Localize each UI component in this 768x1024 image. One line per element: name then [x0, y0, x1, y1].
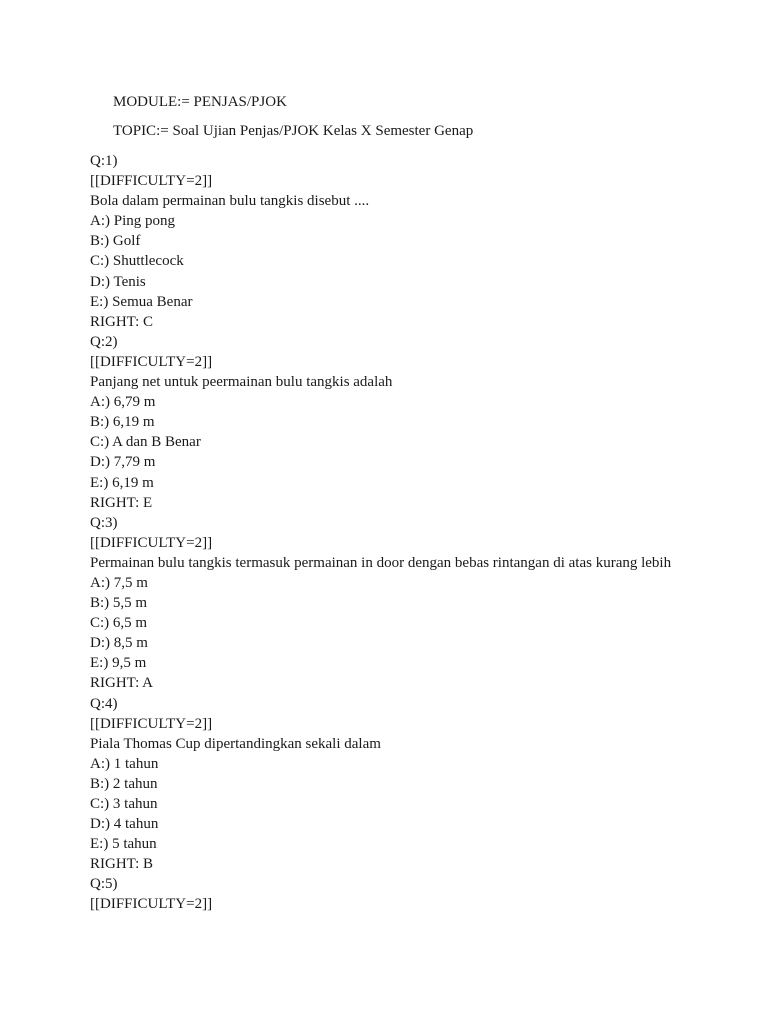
questions-list — [90, 152, 750, 916]
option-d: D:) 8,5 m — [90, 635, 148, 652]
question-difficulty: [[DIFFICULTY=2]] — [90, 715, 213, 732]
question-text: Panjang net untuk peermainan bulu tangkis adalah — [90, 374, 393, 391]
option-d: D:) Tenis — [90, 273, 146, 290]
question-text: Bola dalam permainan bulu tangkis disebut .... — [90, 193, 370, 210]
question-difficulty: [[DIFFICULTY=2]] — [90, 173, 213, 190]
option-b: B:) 6,19 m — [90, 414, 155, 431]
question-difficulty: [[DIFFICULTY=2]] — [90, 534, 213, 551]
question-difficulty: [[DIFFICULTY=2]] — [90, 353, 213, 370]
question-text: Piala Thomas Cup dipertandingkan sekali dalam — [90, 735, 381, 752]
question-number: Q:4) — [90, 695, 118, 712]
option-c: C:) Shuttlecock — [90, 253, 184, 270]
option-a: A:) 7,5 m — [90, 574, 148, 591]
option-d: D:) 4 tahun — [90, 816, 159, 833]
option-c: C:) A dan B Benar — [90, 434, 201, 451]
option-e: E:) 6,19 m — [90, 474, 154, 491]
option-b: B:) 2 tahun — [90, 775, 158, 792]
question-number: Q:2) — [90, 333, 118, 350]
option-e: E:) Semua Benar — [90, 293, 193, 310]
question-answer: RIGHT: E — [90, 494, 153, 511]
module-header: MODULE:= PENJAS/PJOK — [113, 94, 287, 110]
question-number: Q:1) — [90, 153, 118, 169]
option-a: A:) 1 tahun — [90, 755, 159, 772]
option-b: B:) Golf — [90, 233, 141, 250]
option-d: D:) 7,79 m — [90, 454, 156, 471]
question-number: Q:5) — [90, 876, 118, 893]
question-difficulty: [[DIFFICULTY=2]] — [90, 896, 213, 913]
option-e: E:) 5 tahun — [90, 836, 157, 853]
option-c: C:) 3 tahun — [90, 796, 158, 812]
question-answer: RIGHT: B — [90, 856, 154, 873]
option-a: A:) Ping pong — [90, 213, 176, 230]
question-text: Permainan bulu tangkis termasuk permainan in door dengan bebas rintangan di atas kurang lebih — [90, 554, 672, 571]
question-answer: RIGHT: C — [90, 313, 154, 330]
option-b: B:) 5,5 m — [90, 595, 148, 612]
question-number: Q:3) — [90, 514, 118, 531]
option-c: C:) 6,5 m — [90, 615, 148, 632]
option-a: A:) 6,79 m — [90, 394, 156, 411]
option-e: E:) 9,5 m — [90, 655, 147, 672]
question-answer: RIGHT: A — [90, 675, 154, 692]
topic-header: TOPIC:= Soal Ujian Penjas/PJOK Kelas X Semester Genap — [113, 123, 474, 139]
